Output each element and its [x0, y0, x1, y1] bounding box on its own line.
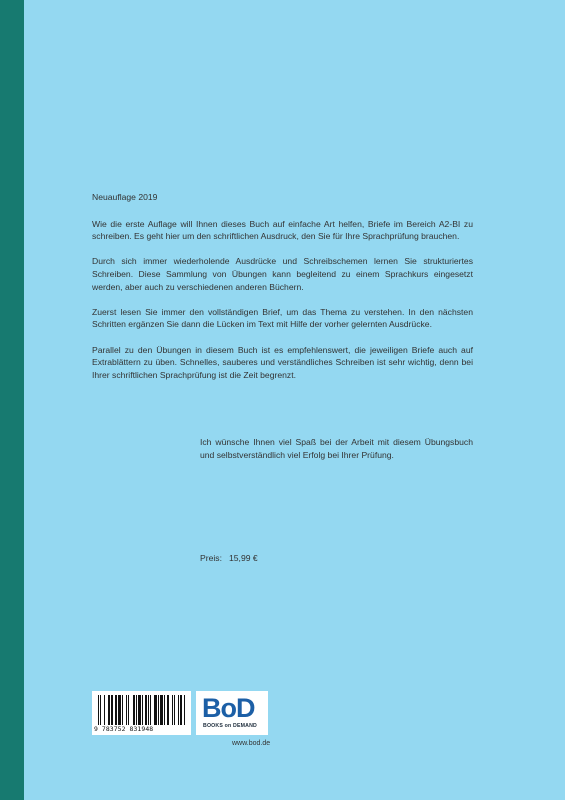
book-spine [0, 0, 24, 800]
edition-label: Neuauflage 2019 [92, 192, 158, 202]
description-paragraph: Durch sich immer wiederholende Ausdrücke und Schreibschemen lernen Sie strukturiertes Schreiben. Diese Sammlung von Übungen kann begleitend zu einem Sprachkurs eingesetzt werden, aber auch zu verschiedenen anderen Büchern. [92, 256, 473, 292]
back-cover-text [92, 191, 473, 394]
publisher-logo [196, 691, 268, 735]
barcode-digits: 9 783752 831948 [94, 725, 154, 733]
description-paragraph: Wie die erste Auflage will Ihnen dieses Buch auf einfache Art helfen, Briefe im Bereich A2-BI zu schreiben. Es geht hier um den schriftlichen Ausdruck, den Sie für Ihre Sprachprüfung brauchen. [92, 218, 473, 242]
closing-wish: Ich wünsche Ihnen viel Spaß bei der Arbeit mit diesem Übungsbuch und selbstverständlich viel Erfolg bei Ihrer Prüfung. [200, 437, 473, 460]
isbn-barcode [92, 691, 191, 735]
description-paragraph: Parallel zu den Übungen in diesem Buch ist es empfehlenswert, die jeweiligen Briefe auch auf Extrablättern zu üben. Schnelles, sauberes und verständliches Schreiben ist sehr wichtig, denn bei Ihrer schriftlichen Sprachprüfung ist die Zeit begrenzt. [92, 344, 473, 380]
barcode-bar [185, 695, 186, 725]
bod-logo-text: BoD [202, 693, 255, 723]
price-label: Preis: [200, 553, 222, 563]
bod-tagline: BOOKS on DEMAND [203, 723, 258, 729]
description-paragraph: Zuerst lesen Sie immer den vollständigen Brief, um das Thema zu verstehen. In den nächsten Schritten ergänzen Sie dann die Lücken im Text mit Hilfe der vorher gelernten Ausdrücke. [92, 306, 473, 330]
barcode-bars [98, 695, 186, 725]
publisher-website[interactable]: www.bod.de [232, 740, 271, 747]
price-value: 15,99 € [229, 553, 258, 563]
